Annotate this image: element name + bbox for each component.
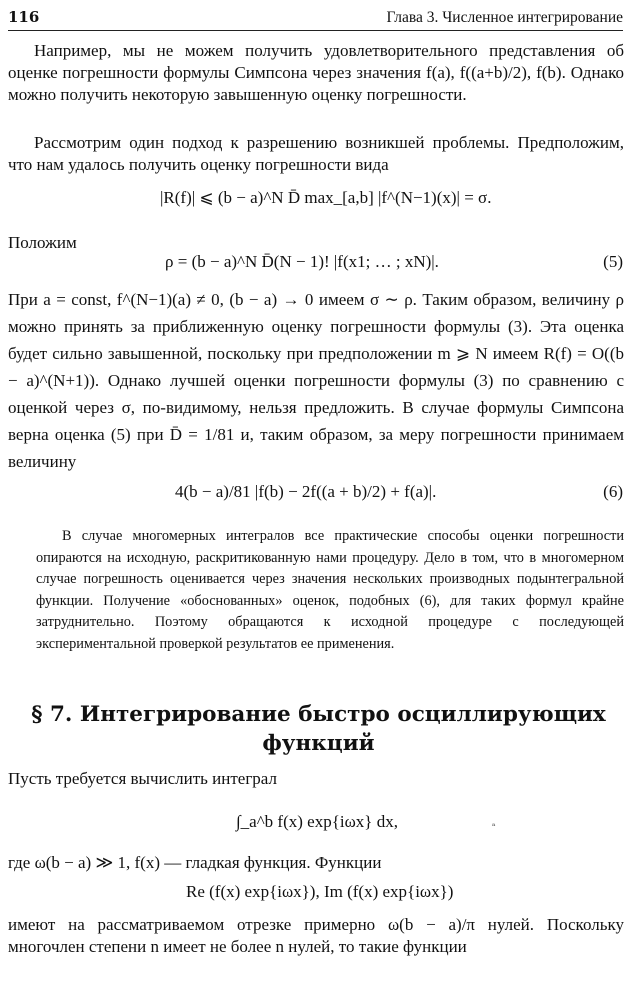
- paragraph-simpson-estimate: Например, мы не можем получить удовлетворительного представления об оценке погрешности формулы Симпсона через значения f(a), f((a+b)/2), f(b). Однако можно получить некоторую завышенную оценку погрешности.: [8, 41, 624, 104]
- paragraph-compute-integral: Пусть требуется вычислить интеграл: [8, 769, 277, 788]
- equation-label-5: (5): [603, 252, 623, 271]
- running-header: [8, 8, 623, 31]
- paragraph-approach: Рассмотрим один подход к разрешению возникшей проблемы. Предположим, что нам удалось получить оценку погрешности вида: [8, 133, 624, 174]
- equation-integral: ∫_a^b f(x) exp{iωx} dx,: [236, 812, 398, 831]
- equation-label-6: (6): [603, 482, 623, 501]
- equation-sigma: |R(f)| ⩽ (b − a)^N D̄ max_[a,b] |f^(N−1)(x)| = σ.: [160, 188, 492, 207]
- equation-re-im: Re (f(x) exp{iωx}), Im (f(x) exp{iωx}): [186, 882, 454, 901]
- paragraph-multidimensional: В случае многомерных интегралов все практические способы оценки погрешности опираются на исходную, раскритикованную нами процедуру. Дело в том, что в многомерном случае погрешность оценивается через значения нескольких производных подынтегральной функции. Получение «обоснованных» оценок, подобных (6), для таких формул крайне затруднительно. Поэтому обращаются к исходной процедуре с последующей экспериментальной проверкой результатов ее применения.: [36, 528, 624, 652]
- paragraph-let: Положим: [8, 233, 77, 252]
- section-heading: § 7. Интегрирование быстро осциллирующих функций: [31, 702, 606, 756]
- scan-mark: ᵃ: [492, 822, 496, 832]
- paragraph-estimate-discussion: При a = const, f^(N−1)(a) ≠ 0, (b − a) → 0 имеем σ ∼ ρ. Таким образом, величину ρ можно принять за приближенную оценку погрешности формулы (3). Эта оценка будет сильно завышенной, поскольку при предположении m ⩾ N имеем R(f) = O((b − a)^(N+1)). Однако лучшей оценки погрешности формулы (3) по сравнению с оценкой через σ, по-видимому, нельзя предложить. В случае формулы Симпсона верна оценка (5) при D̄ = 1/81 и, таким образом, за меру погрешности принимаем величину: [8, 290, 624, 471]
- page-number: 116: [8, 8, 40, 26]
- equation-rho: ρ = (b − a)^N D̄(N − 1)! |f(x1; … ; xN)|.: [165, 252, 439, 271]
- paragraph-where: где ω(b − a) ≫ 1, f(x) — гладкая функция. Функции: [8, 853, 382, 872]
- equation-error-measure: 4(b − a)/81 |f(b) − 2f((a + b)/2) + f(a)|.: [175, 482, 437, 501]
- paragraph-zeros: имеют на рассматриваемом отрезке примерно ω(b − a)/π нулей. Поскольку многочлен степени n имеет не более n нулей, то такие функции: [8, 915, 624, 956]
- chapter-title: Глава 3. Численное интегрирование: [386, 9, 623, 26]
